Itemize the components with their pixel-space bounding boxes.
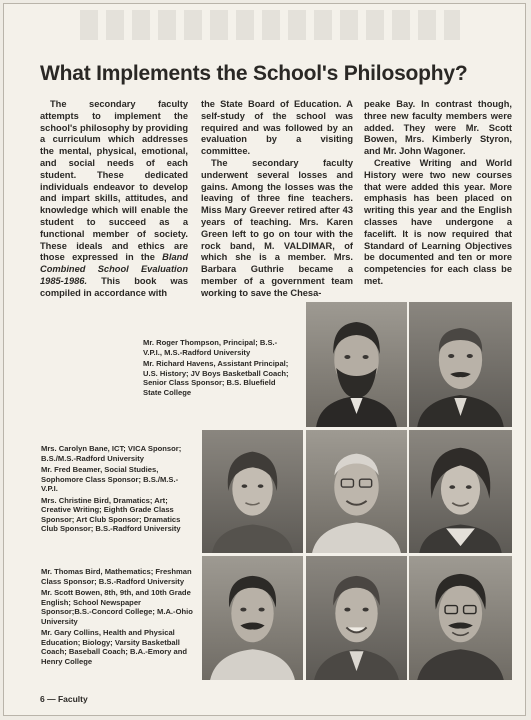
photo-richard-havens [409,302,512,427]
caption-thompson: Mr. Roger Thompson, Principal; B.S.-V.P.I., M.S.-Radford University [143,338,278,357]
caption-christine-bird: Mrs. Christine Bird, Dramatics; Art; Creative Writing; Eighth Grade Class Sponsor; Art Club Sponsor; Dramatics Club Sponsor; B.S.-Radford University [41,495,181,533]
photo-scott-bowen [306,556,407,680]
body-paragraph: Creative Writing and World History were two new courses that were added this year. More emphasis has been placed on writing this year and the English classes have undergone a facelift. It is now required that Standard of Learning Objectives be documented and ten or more competencies for each class be met. [364,157,512,286]
caption-administrators [143,338,296,399]
book-title-italic: Bland Combined School Evaluation 1985-1986. [40,252,188,286]
photo-christine-bird [409,430,512,553]
caption-thomas-bird: Mr. Thomas Bird, Mathematics; Freshman Class Sponsor; B.S.-Radford University [41,567,192,586]
photo-carolyn-bane [202,430,303,553]
caption-bane: Mrs. Carolyn Bane, ICT; VICA Sponsor; B.S./M.S.-Radford University [41,444,182,463]
photo-fred-beamer [306,430,407,553]
show-through-print [80,10,460,40]
text-run: This book was compiled in accordance with [40,275,188,298]
caption-havens: Mr. Richard Havens, Assistant Principal; U.S. History; JV Boys Basketball Coach; Senior Class Sponsor; B.S. Bluefield State College [143,359,289,397]
body-column-3 [364,99,512,288]
body-paragraph: The secondary faculty underwent several losses and gains. Among the losses was the leaving of three fine teachers. Miss Mary Greever retired after 43 years of teaching. Mrs. Karen Green left to go on tour with the rock band, M. VALDIMAR, of which she is a member. Mrs. Barbara Guthrie became a member of a government team working to save the Chesa- [201,157,353,298]
photo-roger-thompson [306,302,407,427]
page-footer: 6 — Faculty [40,694,88,704]
caption-bowen: Mr. Scott Bowen, 8th, 9th, and 10th Grade English; School Newspaper Sponsor;B.S.-Concord College; M.A.-Ohio University [41,588,193,626]
photo-thomas-bird [202,556,303,680]
body-column-2 [201,99,353,300]
page-headline: What Implements the School's Philosophy? [40,62,468,85]
body-column-1 [40,99,188,300]
caption-beamer: Mr. Fred Beamer, Social Studies, Sophomore Class Sponsor; B.S./M.S.-V.P.I. [41,465,179,493]
caption-collins: Mr. Gary Collins, Health and Physical Education; Biology; Varsity Basketball Coach; Baseball Coach; B.A.-Emory and Henry College [41,628,187,666]
body-paragraph [40,99,188,300]
body-paragraph: peake Bay. In contrast though, three new faculty members were added. They were Mr. Scott Bowen, Mrs. Kimberly Styron, and Mr. John Wagoner. [364,99,512,157]
text-run: The secondary faculty attempts to implement the school's philosophy by providing a curriculum which addresses the mental, physical, emotional, and social needs of each student. These dedicated individuals endeavor to develop and impart skills, attitudes, and knowledge which will enable the student to succeed as a functional member of society. These ideals and ethics are those expressed in the [40,99,188,263]
photo-gary-collins [409,556,512,680]
caption-group-2 [41,444,193,536]
body-paragraph: the State Board of Education. A self-study of the school was required and was followed by an evaluation by a visiting committee. [201,99,353,157]
caption-group-3 [41,567,193,668]
